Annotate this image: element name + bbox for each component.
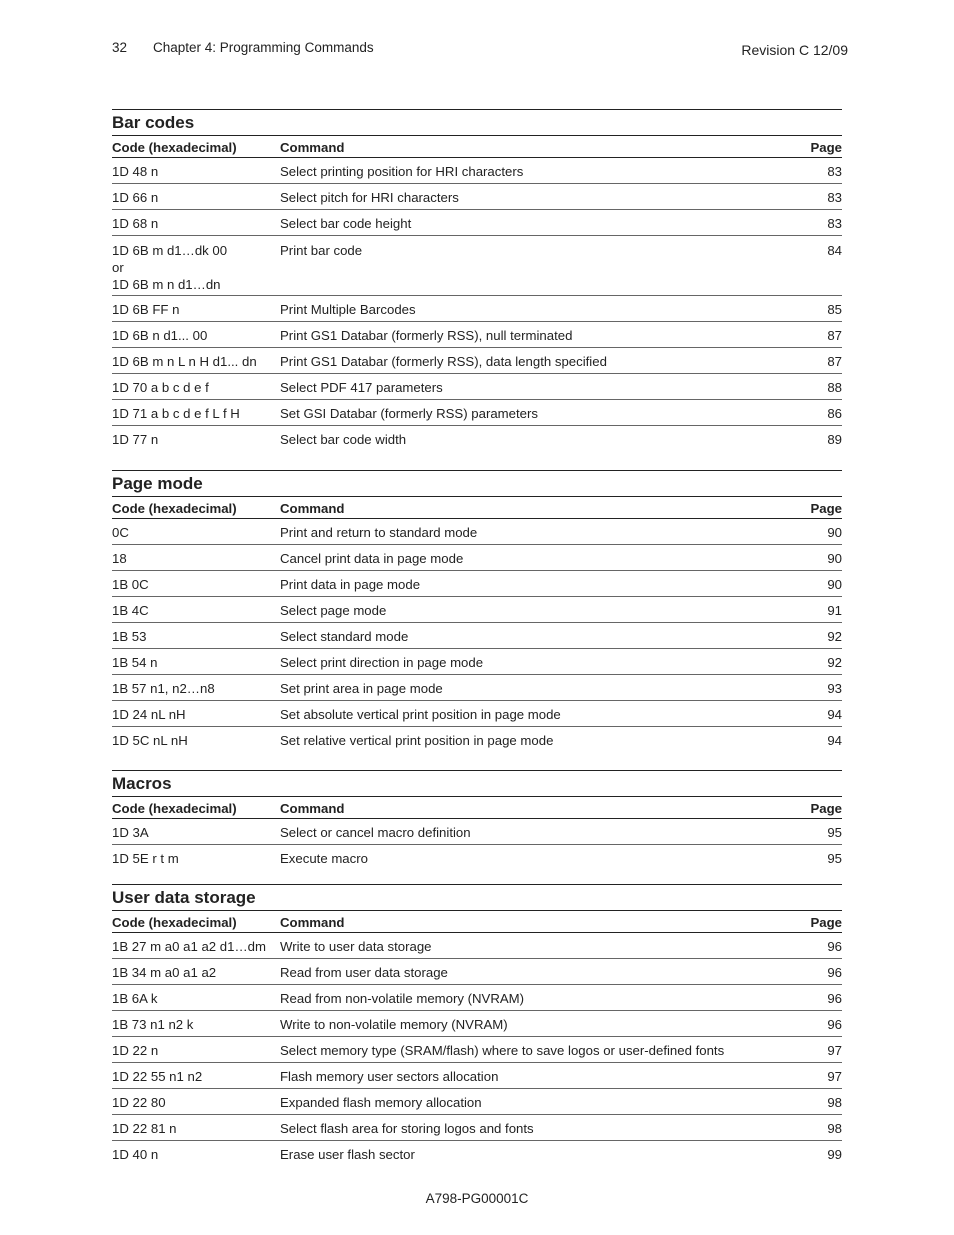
page-cell: 83 bbox=[827, 215, 842, 231]
page-cell: 93 bbox=[827, 680, 842, 696]
table-row bbox=[112, 958, 842, 984]
column-header-command: Command bbox=[280, 140, 345, 155]
section-user-data-storage bbox=[112, 884, 842, 1166]
command-cell: Select PDF 417 parameters bbox=[280, 379, 443, 395]
table-header bbox=[112, 135, 842, 157]
command-cell: Select page mode bbox=[280, 602, 387, 618]
table-row bbox=[112, 295, 842, 321]
command-cell: Flash memory user sectors allocation bbox=[280, 1068, 499, 1084]
table-header bbox=[112, 796, 842, 818]
table-row bbox=[112, 984, 842, 1010]
table-row bbox=[112, 544, 842, 570]
table-row bbox=[112, 235, 842, 295]
column-header-code: Code (hexadecimal) bbox=[112, 501, 237, 516]
command-cell: Print Multiple Barcodes bbox=[280, 301, 416, 317]
code-cell: 1D 22 80 bbox=[112, 1094, 166, 1110]
column-header-page: Page bbox=[810, 501, 842, 516]
table-row bbox=[112, 183, 842, 209]
command-cell: Set absolute vertical print position in page mode bbox=[280, 706, 561, 722]
command-cell: Set relative vertical print position in page mode bbox=[280, 732, 554, 748]
code-cell: 1D 71 a b c d e f L f H bbox=[112, 405, 240, 421]
table-row bbox=[112, 1062, 842, 1088]
page-cell: 99 bbox=[827, 1146, 842, 1162]
code-cell: 1B 27 m a0 a1 a2 d1…dm bbox=[112, 938, 266, 954]
page-cell: 87 bbox=[827, 353, 842, 369]
table-row bbox=[112, 209, 842, 235]
code-cell: 1B 54 n bbox=[112, 654, 158, 670]
command-cell: Cancel print data in page mode bbox=[280, 550, 464, 566]
table-row bbox=[112, 818, 842, 844]
table-row bbox=[112, 1114, 842, 1140]
code-line: 1D 6B m d1…dk 00 bbox=[112, 243, 228, 258]
table-row bbox=[112, 844, 842, 870]
command-cell: Select or cancel macro definition bbox=[280, 824, 471, 840]
command-cell: Print bar code bbox=[280, 243, 363, 258]
code-cell: 0C bbox=[112, 524, 129, 540]
code-cell: 1B 73 n1 n2 k bbox=[112, 1016, 194, 1032]
code-cell: 1D 22 n bbox=[112, 1042, 159, 1058]
section-bar-codes bbox=[112, 109, 842, 451]
section-page-mode bbox=[112, 470, 842, 752]
page-cell: 84 bbox=[827, 243, 842, 258]
command-cell: Select bar code height bbox=[280, 215, 412, 231]
page-footer bbox=[0, 1191, 954, 1206]
command-cell: Select standard mode bbox=[280, 628, 409, 644]
command-cell: Select bar code width bbox=[280, 431, 407, 447]
chapter-title: Chapter 4: Programming Commands bbox=[153, 40, 374, 55]
page-cell: 92 bbox=[827, 628, 842, 644]
column-header-page: Page bbox=[810, 801, 842, 816]
code-cell: 1D 6B FF n bbox=[112, 301, 180, 317]
code-cell: 1D 77 n bbox=[112, 431, 159, 447]
page-cell: 86 bbox=[827, 405, 842, 421]
code-cell bbox=[112, 242, 280, 293]
command-cell: Execute macro bbox=[280, 850, 368, 866]
code-cell: 1D 3A bbox=[112, 824, 149, 840]
code-cell: 1D 6B n d1... 00 bbox=[112, 327, 208, 343]
command-cell: Select pitch for HRI characters bbox=[280, 189, 459, 205]
revision-label: Revision C 12/09 bbox=[741, 42, 848, 58]
page-cell: 96 bbox=[827, 938, 842, 954]
column-header-command: Command bbox=[280, 501, 345, 516]
page-cell: 97 bbox=[827, 1068, 842, 1084]
code-cell: 1B 53 bbox=[112, 628, 147, 644]
command-cell: Print GS1 Databar (formerly RSS), data length specified bbox=[280, 353, 607, 369]
page-cell: 95 bbox=[827, 850, 842, 866]
page-cell: 90 bbox=[827, 550, 842, 566]
command-cell: Erase user flash sector bbox=[280, 1146, 415, 1162]
code-cell: 1B 6A k bbox=[112, 990, 158, 1006]
code-cell: 18 bbox=[112, 550, 127, 566]
page-cell: 98 bbox=[827, 1094, 842, 1110]
table-row bbox=[112, 1088, 842, 1114]
code-cell: 1D 24 nL nH bbox=[112, 706, 186, 722]
page-cell: 90 bbox=[827, 576, 842, 592]
page-cell: 88 bbox=[827, 379, 842, 395]
command-cell: Set GSI Databar (formerly RSS) parameters bbox=[280, 405, 538, 421]
table-row bbox=[112, 399, 842, 425]
table-row bbox=[112, 1140, 842, 1166]
code-cell: 1B 0C bbox=[112, 576, 149, 592]
table-row bbox=[112, 700, 842, 726]
command-cell: Set print area in page mode bbox=[280, 680, 443, 696]
code-cell: 1B 4C bbox=[112, 602, 149, 618]
command-cell: Select print direction in page mode bbox=[280, 654, 484, 670]
table-row bbox=[112, 157, 842, 183]
page-cell: 89 bbox=[827, 431, 842, 447]
section-title: User data storage bbox=[112, 884, 842, 910]
table-row bbox=[112, 425, 842, 451]
code-cell: 1D 40 n bbox=[112, 1146, 159, 1162]
column-header-command: Command bbox=[280, 801, 345, 816]
section-macros bbox=[112, 770, 842, 870]
page-cell: 98 bbox=[827, 1120, 842, 1136]
table-row bbox=[112, 1010, 842, 1036]
code-cell: 1D 68 n bbox=[112, 215, 159, 231]
table-row bbox=[112, 518, 842, 544]
command-cell: Print and return to standard mode bbox=[280, 524, 478, 540]
code-cell: 1D 22 55 n1 n2 bbox=[112, 1068, 203, 1084]
command-cell: Select flash area for storing logos and fonts bbox=[280, 1120, 534, 1136]
section-title: Bar codes bbox=[112, 109, 842, 135]
code-or: or bbox=[112, 260, 124, 275]
table-row bbox=[112, 726, 842, 752]
code-cell: 1D 6B m n L n H d1... dn bbox=[112, 353, 257, 369]
page-header bbox=[112, 40, 848, 60]
page-cell: 96 bbox=[827, 964, 842, 980]
code-cell: 1B 34 m a0 a1 a2 bbox=[112, 964, 217, 980]
table-row bbox=[112, 932, 842, 958]
document-id: A798-PG00001C bbox=[425, 1191, 529, 1206]
command-cell: Expanded flash memory allocation bbox=[280, 1094, 482, 1110]
command-cell: Select memory type (SRAM/flash) where to save logos or user-defined fonts bbox=[280, 1042, 725, 1058]
page-cell: 92 bbox=[827, 654, 842, 670]
table-row bbox=[112, 674, 842, 700]
command-cell: Write to non-volatile memory (NVRAM) bbox=[280, 1016, 508, 1032]
section-title: Macros bbox=[112, 770, 842, 796]
code-cell: 1D 5E r t m bbox=[112, 850, 179, 866]
table-row bbox=[112, 373, 842, 399]
code-cell: 1B 57 n1, n2…n8 bbox=[112, 680, 215, 696]
section-title: Page mode bbox=[112, 470, 842, 496]
table-row bbox=[112, 648, 842, 674]
page-cell: 91 bbox=[827, 602, 842, 618]
code-cell: 1D 70 a b c d e f bbox=[112, 379, 209, 395]
page-cell: 94 bbox=[827, 706, 842, 722]
table-row bbox=[112, 622, 842, 648]
command-cell: Print GS1 Databar (formerly RSS), null terminated bbox=[280, 327, 573, 343]
column-header-code: Code (hexadecimal) bbox=[112, 801, 237, 816]
column-header-command: Command bbox=[280, 915, 345, 930]
command-cell: Print data in page mode bbox=[280, 576, 421, 592]
table-row bbox=[112, 321, 842, 347]
code-line-alt: 1D 6B m n d1…dn bbox=[112, 277, 221, 292]
code-cell: 1D 22 81 n bbox=[112, 1120, 177, 1136]
command-cell: Select printing position for HRI characters bbox=[280, 163, 524, 179]
table-row bbox=[112, 1036, 842, 1062]
page-cell: 94 bbox=[827, 732, 842, 748]
command-cell: Read from user data storage bbox=[280, 964, 448, 980]
table-row bbox=[112, 570, 842, 596]
page-number: 32 bbox=[112, 40, 128, 55]
column-header-page: Page bbox=[810, 915, 842, 930]
page-cell: 97 bbox=[827, 1042, 842, 1058]
column-header-code: Code (hexadecimal) bbox=[112, 915, 237, 930]
page-cell: 95 bbox=[827, 824, 842, 840]
table-row bbox=[112, 596, 842, 622]
column-header-code: Code (hexadecimal) bbox=[112, 140, 237, 155]
page-cell: 87 bbox=[827, 327, 842, 343]
column-header-page: Page bbox=[810, 140, 842, 155]
code-cell: 1D 66 n bbox=[112, 189, 159, 205]
page-cell: 85 bbox=[827, 301, 842, 317]
command-cell: Read from non-volatile memory (NVRAM) bbox=[280, 990, 525, 1006]
page-cell: 96 bbox=[827, 990, 842, 1006]
code-cell: 1D 5C nL nH bbox=[112, 732, 188, 748]
page-cell: 90 bbox=[827, 524, 842, 540]
code-cell: 1D 48 n bbox=[112, 163, 159, 179]
page-cell: 96 bbox=[827, 1016, 842, 1032]
page-cell: 83 bbox=[827, 189, 842, 205]
table-row bbox=[112, 347, 842, 373]
command-cell: Write to user data storage bbox=[280, 938, 432, 954]
table-header bbox=[112, 496, 842, 518]
page-cell: 83 bbox=[827, 163, 842, 179]
table-header bbox=[112, 910, 842, 932]
